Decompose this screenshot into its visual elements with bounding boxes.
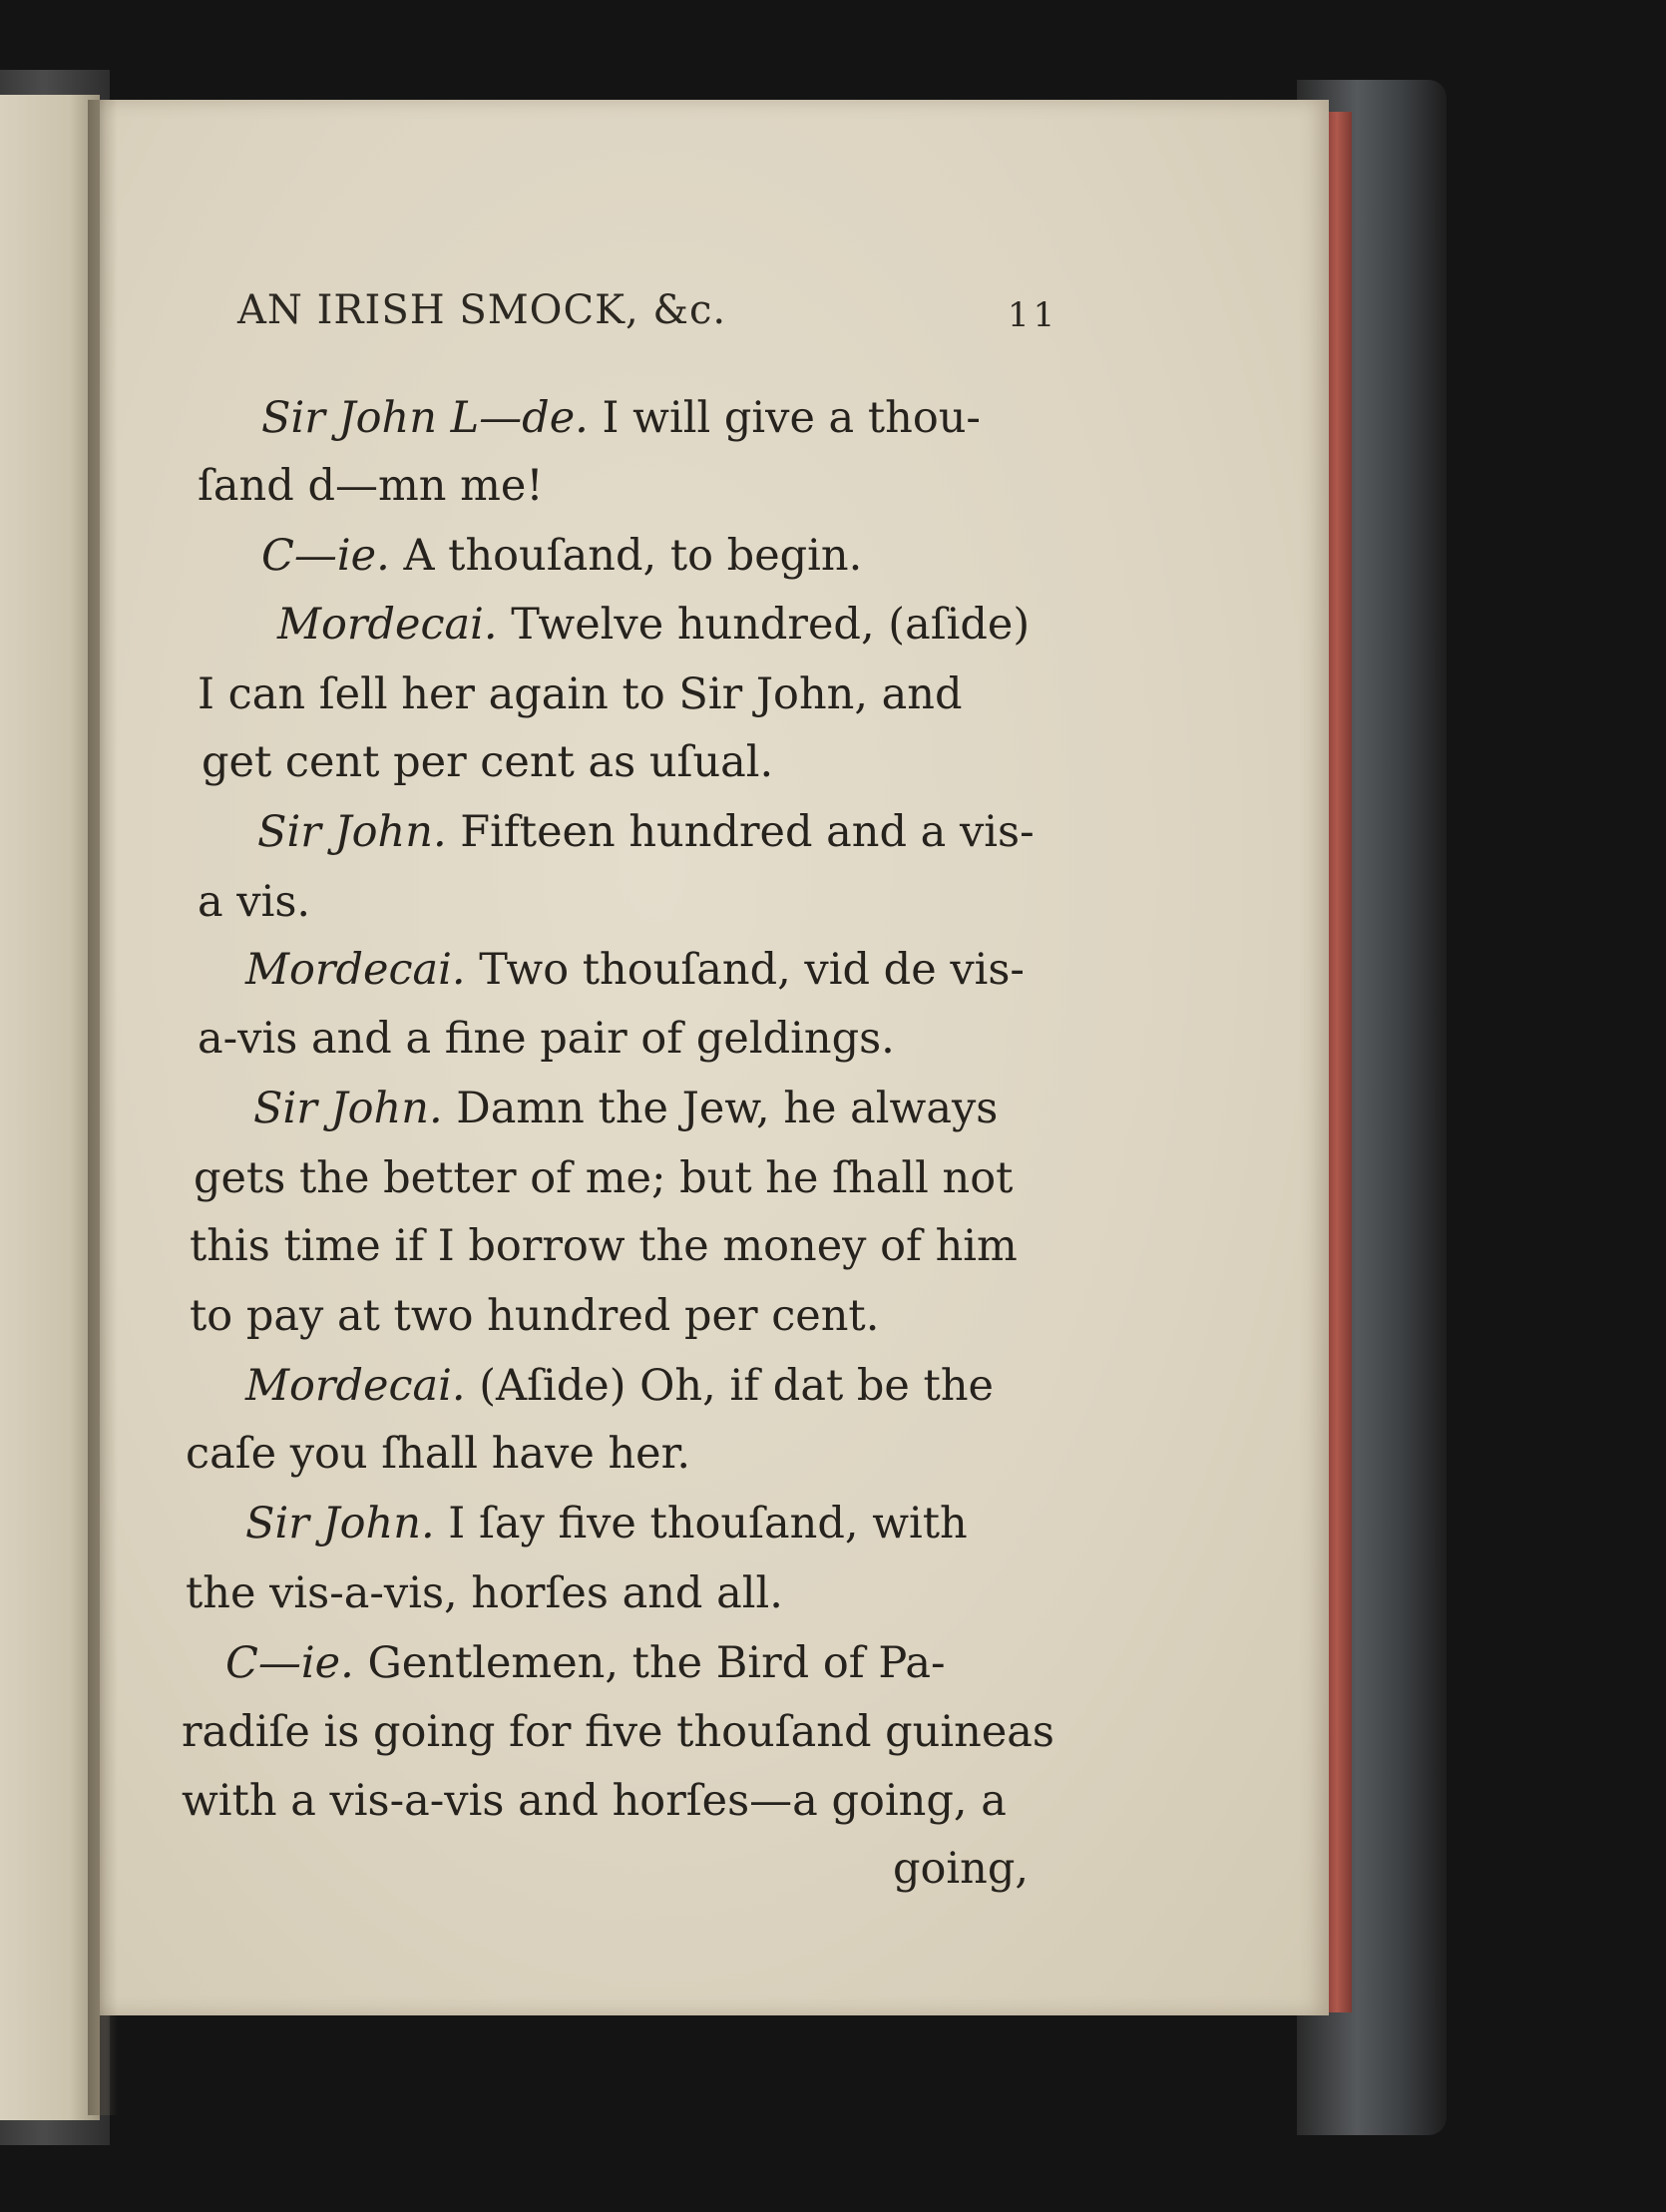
text-line: [225, 1638, 946, 1688]
line-text: ſand d—mn me!: [198, 461, 544, 511]
line-text: Twelve hundred, (aſide): [497, 600, 1031, 650]
speaker-name: Sir John.: [257, 807, 447, 857]
text-line: [198, 461, 544, 511]
text-line: [257, 807, 1035, 857]
text-line: [198, 877, 311, 927]
text-line: [277, 600, 1031, 650]
speaker-name: Mordecai.: [277, 600, 498, 650]
line-text: Gentlemen, the Bird of Pa-: [353, 1638, 946, 1688]
text-line: [261, 531, 863, 581]
line-text: I ſay five thouſand, with: [434, 1499, 968, 1548]
line-text: a-vis and a fine pair of geldings.: [198, 1014, 895, 1064]
text-line: [198, 1014, 895, 1064]
line-text: a vis.: [198, 877, 311, 927]
speaker-name: Sir John.: [245, 1499, 435, 1548]
speaker-name: Mordecai.: [245, 945, 466, 995]
line-text: Fifteen hundred and a vis-: [446, 807, 1035, 857]
text-line: [245, 1361, 994, 1411]
text-line: [182, 1707, 1054, 1757]
line-text: get cent per cent as uſual.: [202, 737, 774, 787]
text-line: [198, 669, 963, 719]
text-line: [261, 393, 981, 443]
line-text: radiſe is going for five thouſand guineas: [182, 1707, 1054, 1757]
speaker-name: Sir John.: [253, 1084, 443, 1133]
text-line: [190, 1221, 1018, 1271]
line-text: gets the better of me; but he ſhall not: [194, 1153, 1014, 1203]
page-number: 11: [1008, 295, 1059, 335]
text-line: [186, 1429, 691, 1479]
text-line: [182, 1776, 1007, 1826]
text-line: [194, 1153, 1014, 1203]
line-text: with a vis-a-vis and horſes—a going, a: [182, 1776, 1007, 1826]
catchword: going,: [893, 1844, 1030, 1894]
line-text: Damn the Jew, he always: [442, 1084, 999, 1133]
speaker-name: C—ie.: [261, 531, 390, 581]
line-text: I will give a thou-: [588, 393, 981, 443]
text-line: [245, 945, 1025, 995]
text-line: [202, 737, 774, 787]
gutter-shadow: [88, 100, 118, 2115]
line-text: (Aſide) Oh, if dat be the: [465, 1361, 994, 1411]
line-text: to pay at two hundred per cent.: [190, 1291, 880, 1341]
speaker-name: Sir John L—de.: [261, 393, 589, 443]
speaker-name: Mordecai.: [245, 1361, 466, 1411]
line-text: the vis-a-vis, horſes and all.: [186, 1568, 783, 1618]
line-text: this time if I borrow the money of him: [190, 1221, 1018, 1271]
text-line: [186, 1568, 783, 1618]
line-text: Two thouſand, vid de vis-: [465, 945, 1025, 995]
line-text: caſe you ſhall have her.: [186, 1429, 691, 1479]
text-line: [253, 1084, 999, 1133]
text-line: [245, 1499, 968, 1548]
left-page-edge: [0, 95, 100, 2120]
text-line: [190, 1291, 880, 1341]
line-text: I can ſell her again to Sir John, and: [198, 669, 963, 719]
line-text: A thouſand, to begin.: [389, 531, 863, 581]
speaker-name: C—ie.: [225, 1638, 354, 1688]
running-head: AN IRISH SMOCK, &c.: [237, 287, 727, 333]
